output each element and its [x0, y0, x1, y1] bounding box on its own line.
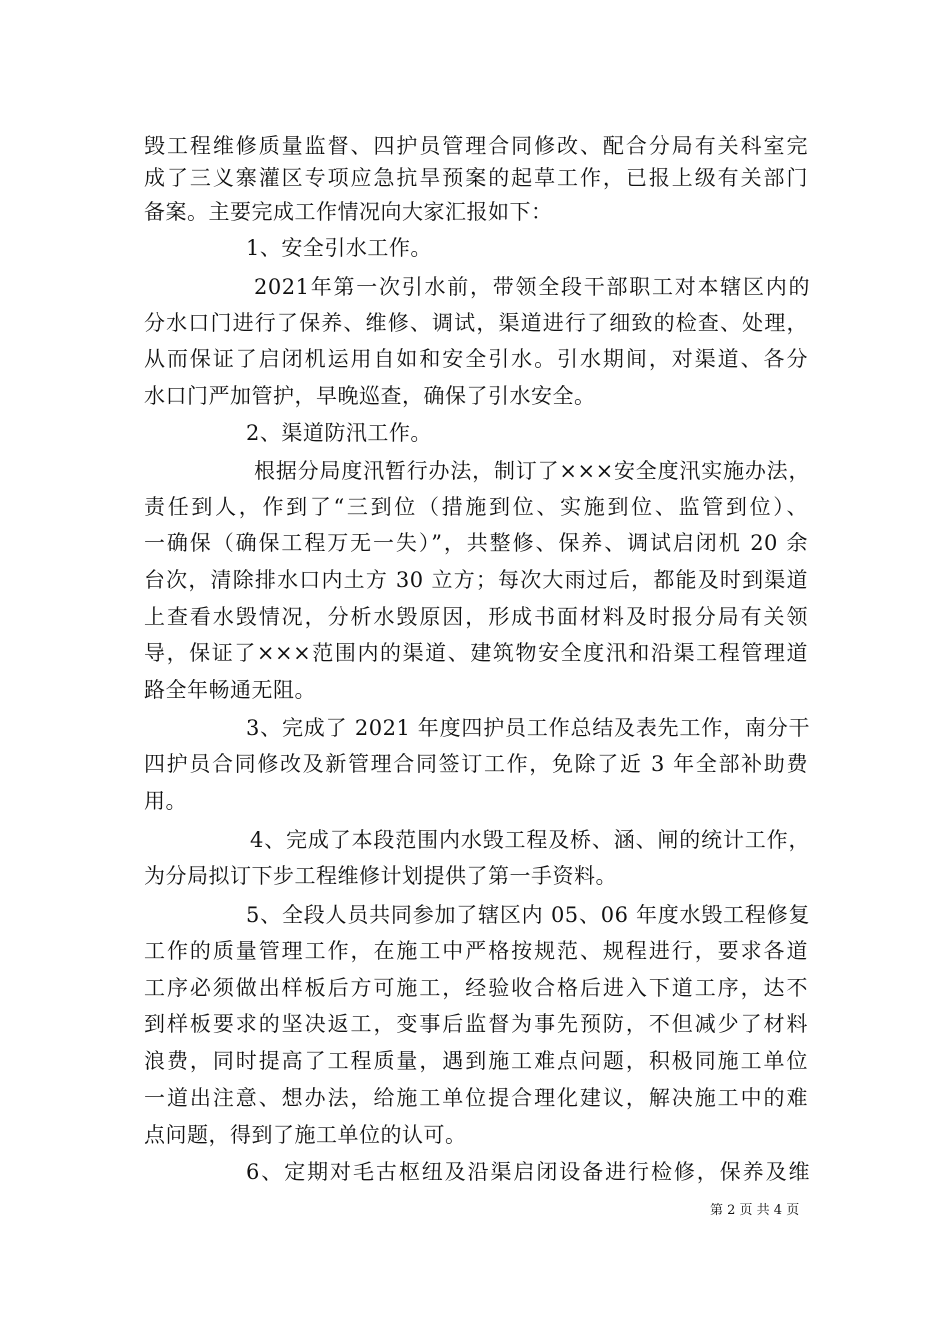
- text-line: 从而保证了启闭机运用自如和安全引水。引水期间，对渠道、各分: [144, 347, 808, 371]
- text-line: 根据分局度汛暂行办法，制订了×××安全度汛实施办法，: [254, 459, 810, 483]
- text-line: 浪费，同时提高了工程质量，遇到施工难点问题，积极同施工单位: [144, 1049, 808, 1073]
- section-heading: 2、渠道防汛工作。: [246, 421, 432, 445]
- text-line: 4、完成了本段范围内水毁工程及桥、涵、闸的统计工作，: [250, 828, 810, 852]
- text-line: 一确保（确保工程万无一失）”，共整修、保养、调试启闭机 20 余: [144, 531, 808, 555]
- text-line: 责任到人，作到了“三到位（措施到位、实施到位、监管到位）、: [144, 495, 808, 519]
- text-line: 导，保证了×××范围内的渠道、建筑物安全度汛和沿渠工程管理道: [144, 641, 808, 665]
- text-line: 到样板要求的坚决返工，变事后监督为事先预防，不但减少了材料: [144, 1012, 808, 1036]
- text-line: 3、完成了 2021 年度四护员工作总结及表先工作，南分干: [246, 716, 810, 740]
- text-line: 为分局拟订下步工程维修计划提供了第一手资料。: [144, 864, 617, 888]
- text-line: 工序必须做出样板后方可施工，经验收合格后进入下道工序，达不: [144, 976, 808, 1000]
- text-line: 工作的质量管理工作，在施工中严格按规范、规程进行，要求各道: [144, 939, 808, 963]
- text-line: 水口门严加管护，早晚巡查，确保了引水安全。: [144, 384, 596, 408]
- text-line: 点问题，得到了施工单位的认可。: [144, 1123, 467, 1147]
- text-line: 用。: [144, 789, 187, 813]
- text-line: 6、定期对毛古枢纽及沿渠启闭设备进行检修，保养及维: [246, 1160, 810, 1184]
- text-line: 成了三义寨灌区专项应急抗旱预案的起草工作，已报上级有关部门: [144, 166, 808, 190]
- text-line: 四护员合同修改及新管理合同签订工作，免除了近 3 年全部补助费: [144, 752, 808, 776]
- text-line: 2021年第一次引水前，带领全段干部职工对本辖区内的: [254, 275, 810, 299]
- text-line: 路全年畅通无阻。: [144, 678, 316, 702]
- section-heading: 1、安全引水工作。: [246, 236, 432, 260]
- text-line: 备案。主要完成工作情况向大家汇报如下：: [144, 200, 553, 224]
- page-number: 第 2 页 共 4 页: [710, 1203, 800, 1218]
- text-line: 台次，清除排水口内土方 30 立方；每次大雨过后，都能及时到渠道: [144, 568, 808, 592]
- text-line: 5、全段人员共同参加了辖区内 05、06 年度水毁工程修复: [246, 903, 810, 927]
- text-line: 毁工程维修质量监督、四护员管理合同修改、配合分局有关科室完: [144, 134, 808, 158]
- text-line: 上查看水毁情况，分析水毁原因，形成书面材料及时报分局有关领: [144, 605, 808, 629]
- text-line: 分水口门进行了保养、维修、调试，渠道进行了细致的检查、处理，: [144, 311, 808, 335]
- text-line: 一道出注意、想办法，给施工单位提合理化建议，解决施工中的难: [144, 1086, 808, 1110]
